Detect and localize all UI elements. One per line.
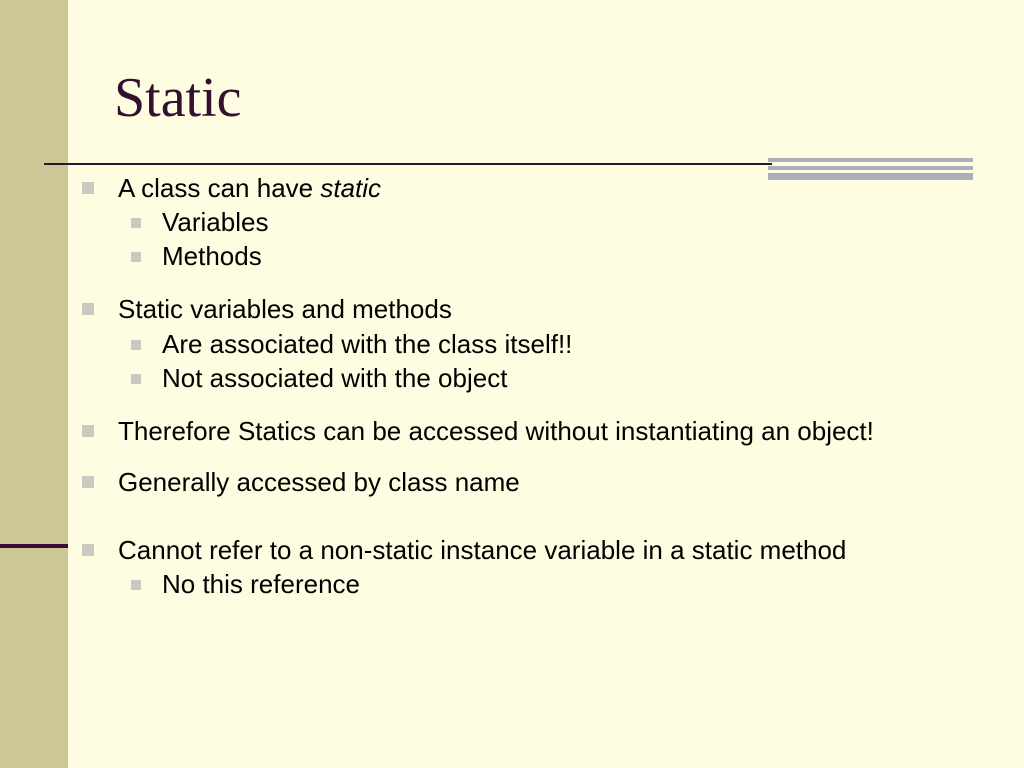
- sub-bullet-text: Not associated with the object: [162, 363, 508, 393]
- bullet-text: Cannot refer to a non-static instance variable in a static method: [118, 535, 847, 565]
- accent-stripe: [768, 166, 973, 170]
- bullet-item: [118, 466, 520, 498]
- bullet-text: A class can have: [118, 173, 321, 203]
- sub-bullet-item: [162, 362, 507, 394]
- bullet-item: [118, 293, 452, 325]
- bullet-marker: [82, 476, 94, 488]
- sub-bullet-item: [162, 240, 262, 272]
- slide-title: Static: [114, 67, 242, 129]
- sub-bullet-marker: [131, 374, 141, 384]
- accent-stripe: [768, 173, 973, 180]
- accent-stripe: [768, 158, 973, 162]
- bullet-item: [118, 415, 874, 447]
- left-decorative-band: [0, 0, 68, 768]
- sub-bullet-marker: [131, 252, 141, 262]
- bullet-text: Generally accessed by class name: [118, 467, 520, 497]
- sub-bullet-marker: [131, 218, 141, 228]
- sub-bullet-text: Are associated with the class itself!!: [162, 329, 573, 359]
- title-underline: [44, 163, 772, 165]
- sub-bullet-item: [162, 206, 268, 238]
- sub-bullet-text: Methods: [162, 241, 262, 271]
- bullet-text: Therefore Statics can be accessed without instantiating an object!: [118, 416, 874, 446]
- band-accent-line: [0, 544, 68, 548]
- title-rule-accent: [768, 158, 973, 180]
- sub-bullet-text: No this reference: [162, 569, 360, 599]
- bullet-text: Static variables and methods: [118, 294, 452, 324]
- bullet-item: [118, 534, 846, 566]
- sub-bullet-marker: [131, 580, 141, 590]
- bullet-marker: [82, 425, 94, 437]
- bullet-marker: [82, 303, 94, 315]
- bullet-emphasis: static: [320, 173, 382, 203]
- bullet-item: [118, 172, 381, 204]
- bullet-marker: [82, 544, 94, 556]
- sub-bullet-item: [162, 328, 572, 360]
- sub-bullet-text: Variables: [162, 207, 269, 237]
- sub-bullet-marker: [131, 340, 141, 350]
- sub-bullet-item: [162, 568, 360, 600]
- bullet-marker: [82, 182, 94, 194]
